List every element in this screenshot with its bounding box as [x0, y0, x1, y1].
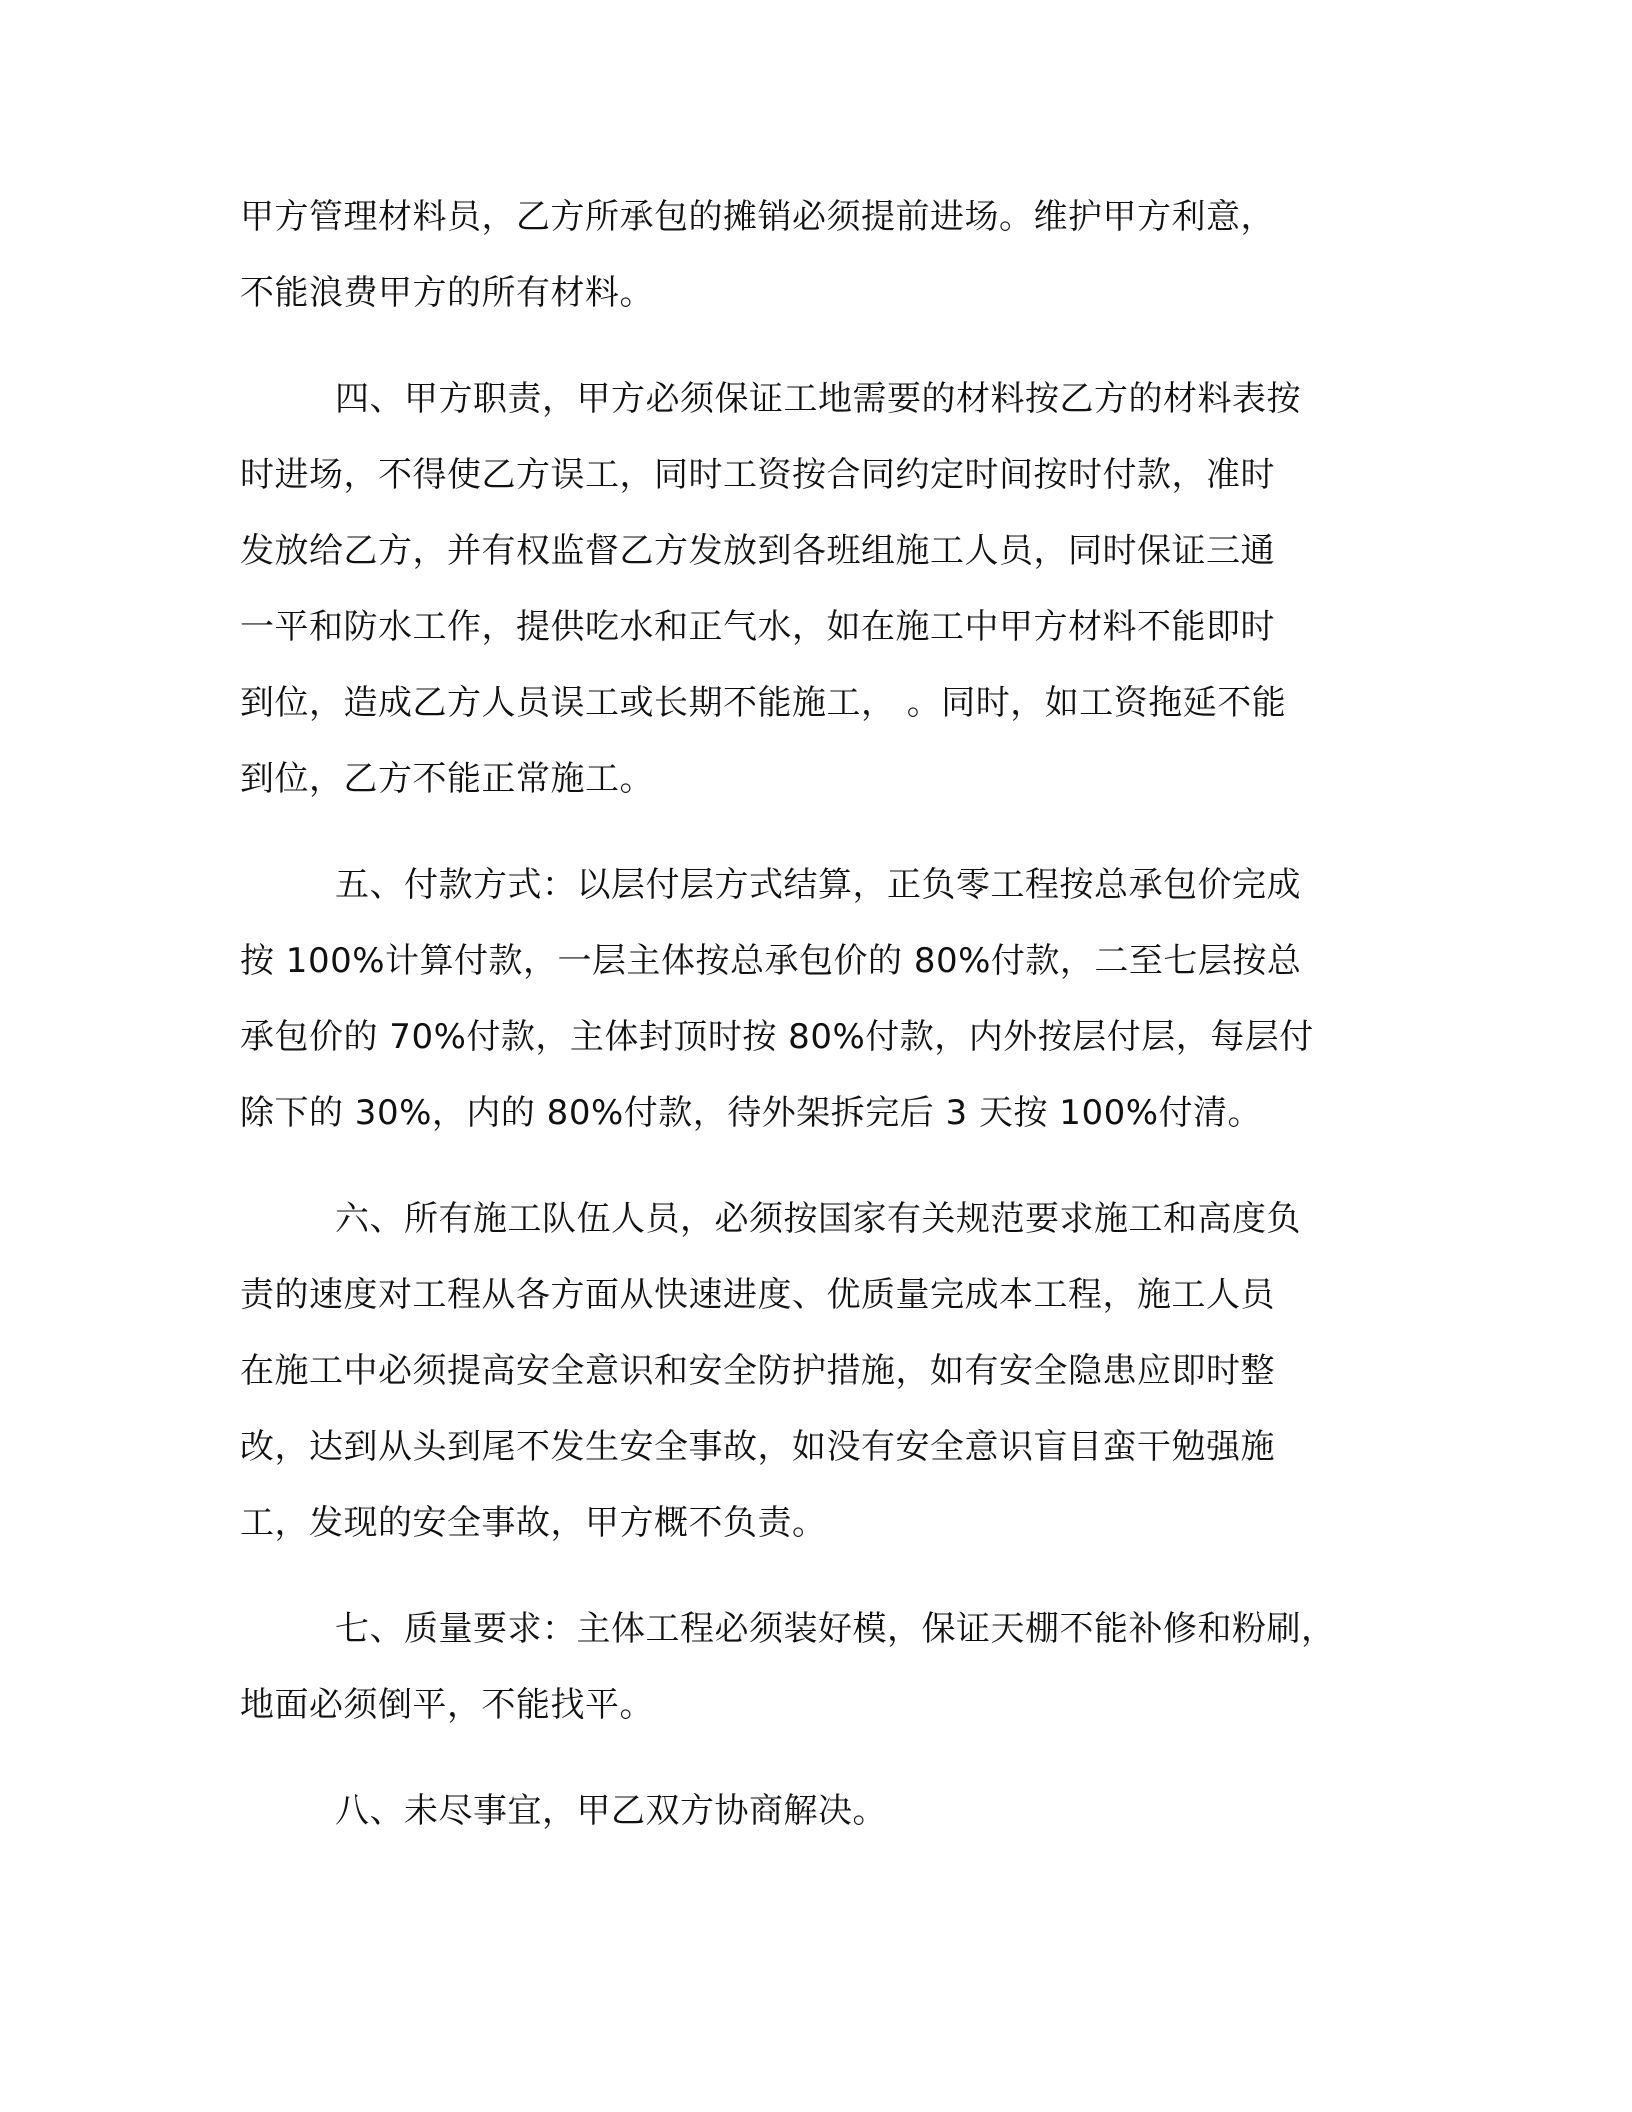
- text-line: 甲方管理材料员，乙方所承包的摊销必须提前进场。维护甲方利意，: [240, 197, 1275, 237]
- text-line: 一平和防水工作，提供吃水和正气水，如在施工中甲方材料不能即时: [240, 607, 1275, 647]
- text-line: 工，发现的安全事故，甲方概不负责。: [240, 1503, 827, 1543]
- text-line: 除下的 30%，内的 80%付款，待外架拆完后 3 天按 100%付清。: [240, 1093, 1263, 1133]
- text-line: 到位，造成乙方人员误工或长期不能施工， 。同时，如工资拖延不能: [240, 683, 1287, 723]
- paragraph-4-first-line: 四、甲方职责，甲方必须保证工地需要的材料按乙方的材料表按: [335, 379, 1301, 419]
- text-line: 到位，乙方不能正常施工。: [240, 759, 654, 799]
- text-line: 时进场，不得使乙方误工，同时工资按合同约定时间按时付款，准时: [240, 455, 1275, 495]
- text-line: 承包价的 70%付款，主体封顶时按 80%付款，内外按层付层，每层付: [240, 1017, 1314, 1057]
- text-line: 发放给乙方，并有权监督乙方发放到各班组施工人员，同时保证三通: [240, 531, 1275, 571]
- paragraph-8-first-line: 八、未尽事宜，甲乙双方协商解决。: [335, 1791, 887, 1831]
- text-line: 改，达到从头到尾不发生安全事故，如没有安全意识盲目蛮干勉强施: [240, 1427, 1275, 1467]
- text-line: 不能浪费甲方的所有材料。: [240, 273, 654, 313]
- paragraph-7-first-line: 七、质量要求：主体工程必须装好模，保证天棚不能补修和粉刷，: [335, 1609, 1336, 1649]
- text-line: 地面必须倒平，不能找平。: [240, 1685, 654, 1725]
- text-line: 在施工中必须提高安全意识和安全防护措施，如有安全隐患应即时整: [240, 1351, 1275, 1391]
- text-line: 按 100%计算付款，一层主体按总承包价的 80%付款，二至七层按总: [240, 941, 1302, 981]
- text-line: 责的速度对工程从各方面从快速进度、优质量完成本工程，施工人员: [240, 1275, 1275, 1315]
- paragraph-6-first-line: 六、所有施工队伍人员，必须按国家有关规范要求施工和高度负: [335, 1199, 1301, 1239]
- paragraph-5-first-line: 五、付款方式：以层付层方式结算，正负零工程按总承包价完成: [335, 865, 1301, 905]
